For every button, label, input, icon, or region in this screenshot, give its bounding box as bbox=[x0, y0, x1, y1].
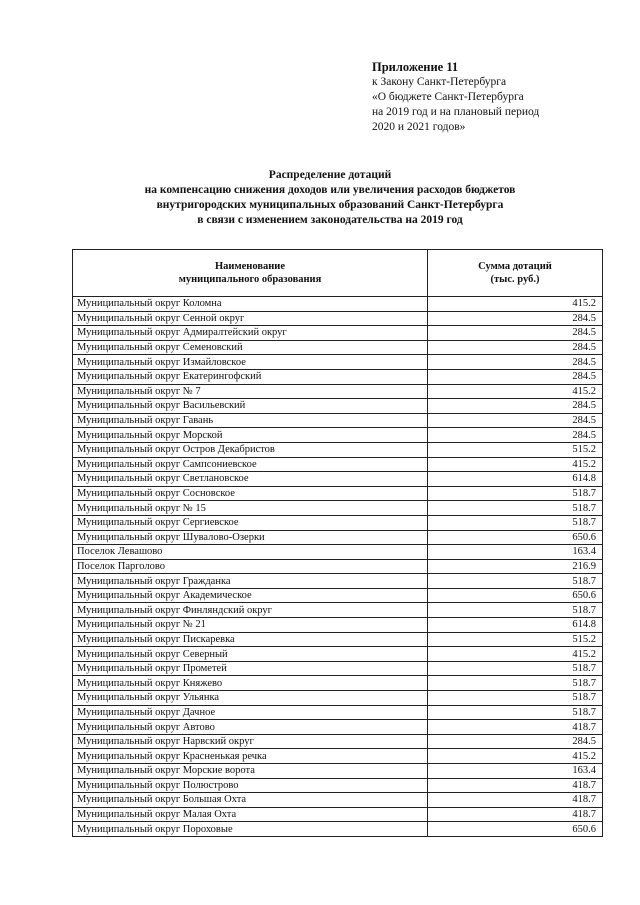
table-row bbox=[73, 457, 603, 472]
municipality-name-cell: Муниципальный округ № 15 bbox=[73, 501, 428, 516]
table-row bbox=[73, 486, 603, 501]
annex-line: на 2019 год и на плановый период bbox=[372, 106, 540, 118]
municipality-name-cell: Муниципальный округ Сергиевское bbox=[73, 515, 428, 530]
header-name-line: муниципального образования bbox=[178, 274, 322, 285]
table-row bbox=[73, 530, 603, 545]
subsidy-amount-cell: 284.5 bbox=[428, 355, 603, 370]
table-row bbox=[73, 326, 603, 341]
table-row bbox=[73, 778, 603, 793]
table-row bbox=[73, 384, 603, 399]
heading-line: Распределение дотаций bbox=[268, 169, 392, 181]
municipality-name-cell: Муниципальный округ Академическое bbox=[73, 588, 428, 603]
subsidy-amount-cell: 518.7 bbox=[428, 705, 603, 720]
municipality-name-cell: Муниципальный округ Измайловское bbox=[73, 355, 428, 370]
subsidy-amount-cell: 518.7 bbox=[428, 574, 603, 589]
municipality-name-cell: Муниципальный округ Пискаревка bbox=[73, 632, 428, 647]
municipality-name-cell: Муниципальный округ Северный bbox=[73, 647, 428, 662]
subsidy-amount-cell: 650.6 bbox=[428, 588, 603, 603]
table-row bbox=[73, 559, 603, 574]
municipality-name-cell: Муниципальный округ Красненькая речка bbox=[73, 749, 428, 764]
heading-line: в связи с изменением законодательства на 2019 год bbox=[197, 214, 463, 226]
table-row bbox=[73, 399, 603, 414]
subsidy-table-wrapper bbox=[72, 249, 602, 837]
subsidy-amount-cell: 518.7 bbox=[428, 501, 603, 516]
table-row bbox=[73, 749, 603, 764]
annex-line: к Закону Санкт-Петербурга bbox=[372, 76, 507, 88]
table-row bbox=[73, 355, 603, 370]
municipality-name-cell: Муниципальный округ Дачное bbox=[73, 705, 428, 720]
column-header-name bbox=[73, 250, 428, 297]
subsidy-amount-cell: 415.2 bbox=[428, 647, 603, 662]
municipality-name-cell: Муниципальный округ Малая Охта bbox=[73, 807, 428, 822]
table-row bbox=[73, 588, 603, 603]
municipality-name-cell: Муниципальный округ Адмиралтейский округ bbox=[73, 326, 428, 341]
table-row bbox=[73, 545, 603, 560]
table-row bbox=[73, 720, 603, 735]
table-row bbox=[73, 369, 603, 384]
annex-block bbox=[372, 60, 622, 135]
table-row bbox=[73, 661, 603, 676]
column-header-amount bbox=[428, 250, 603, 297]
subsidy-amount-cell: 518.7 bbox=[428, 661, 603, 676]
municipality-name-cell: Муниципальный округ Большая Охта bbox=[73, 793, 428, 808]
subsidy-amount-cell: 614.8 bbox=[428, 472, 603, 487]
heading-line: на компенсацию снижения доходов или увеличения расходов бюджетов bbox=[144, 184, 516, 196]
table-row bbox=[73, 691, 603, 706]
municipality-name-cell: Муниципальный округ Гражданка bbox=[73, 574, 428, 589]
municipality-name-cell: Муниципальный округ Пороховые bbox=[73, 822, 428, 837]
subsidy-amount-cell: 163.4 bbox=[428, 764, 603, 779]
subsidy-amount-cell: 415.2 bbox=[428, 749, 603, 764]
municipality-name-cell: Муниципальный округ Сампсониевское bbox=[73, 457, 428, 472]
subsidy-amount-cell: 415.2 bbox=[428, 384, 603, 399]
municipality-name-cell: Муниципальный округ Васильевский bbox=[73, 399, 428, 414]
table-row bbox=[73, 676, 603, 691]
municipality-name-cell: Поселок Левашово bbox=[73, 545, 428, 560]
municipality-name-cell: Муниципальный округ Сенной округ bbox=[73, 311, 428, 326]
table-row bbox=[73, 764, 603, 779]
municipality-name-cell: Муниципальный округ Шувалово-Озерки bbox=[73, 530, 428, 545]
subsidy-amount-cell: 614.8 bbox=[428, 618, 603, 633]
header-amount-line: Сумма дотаций bbox=[478, 261, 552, 272]
annex-title: Приложение 11 bbox=[372, 60, 459, 74]
table-row bbox=[73, 428, 603, 443]
subsidy-amount-cell: 518.7 bbox=[428, 676, 603, 691]
municipality-name-cell: Муниципальный округ Светлановское bbox=[73, 472, 428, 487]
subsidy-amount-cell: 284.5 bbox=[428, 326, 603, 341]
table-row bbox=[73, 442, 603, 457]
table-row bbox=[73, 807, 603, 822]
heading-line: внутригородских муниципальных образований Санкт-Петербурга bbox=[156, 199, 504, 211]
table-row bbox=[73, 705, 603, 720]
table-row bbox=[73, 632, 603, 647]
municipality-name-cell: Поселок Парголово bbox=[73, 559, 428, 574]
subsidy-table bbox=[72, 249, 603, 837]
header-amount-line: (тыс. руб.) bbox=[490, 274, 540, 285]
subsidy-amount-cell: 284.5 bbox=[428, 399, 603, 414]
annex-line: 2020 и 2021 годов» bbox=[372, 121, 466, 133]
table-row bbox=[73, 515, 603, 530]
subsidy-amount-cell: 518.7 bbox=[428, 515, 603, 530]
subsidy-amount-cell: 418.7 bbox=[428, 793, 603, 808]
municipality-name-cell: Муниципальный округ Полюстрово bbox=[73, 778, 428, 793]
subsidy-amount-cell: 650.6 bbox=[428, 822, 603, 837]
table-row bbox=[73, 340, 603, 355]
table-row bbox=[73, 734, 603, 749]
table-row bbox=[73, 822, 603, 837]
table-row bbox=[73, 297, 603, 312]
table-row bbox=[73, 501, 603, 516]
subsidy-amount-cell: 515.2 bbox=[428, 632, 603, 647]
subsidy-amount-cell: 284.5 bbox=[428, 734, 603, 749]
subsidy-amount-cell: 284.5 bbox=[428, 340, 603, 355]
subsidy-amount-cell: 650.6 bbox=[428, 530, 603, 545]
municipality-name-cell: Муниципальный округ Ульянка bbox=[73, 691, 428, 706]
municipality-name-cell: Муниципальный округ Сосновское bbox=[73, 486, 428, 501]
table-row bbox=[73, 413, 603, 428]
subsidy-amount-cell: 284.5 bbox=[428, 369, 603, 384]
subsidy-amount-cell: 284.5 bbox=[428, 413, 603, 428]
header-name-line: Наименование bbox=[215, 261, 285, 272]
table-row bbox=[73, 472, 603, 487]
subsidy-amount-cell: 418.7 bbox=[428, 720, 603, 735]
subsidy-amount-cell: 284.5 bbox=[428, 428, 603, 443]
municipality-name-cell: Муниципальный округ Княжево bbox=[73, 676, 428, 691]
table-row bbox=[73, 618, 603, 633]
municipality-name-cell: Муниципальный округ Автово bbox=[73, 720, 428, 735]
municipality-name-cell: Муниципальный округ Остров Декабристов bbox=[73, 442, 428, 457]
table-row bbox=[73, 647, 603, 662]
document-heading bbox=[60, 168, 600, 228]
municipality-name-cell: Муниципальный округ Финляндский округ bbox=[73, 603, 428, 618]
subsidy-amount-cell: 518.7 bbox=[428, 691, 603, 706]
table-row bbox=[73, 603, 603, 618]
table-row bbox=[73, 311, 603, 326]
subsidy-amount-cell: 415.2 bbox=[428, 457, 603, 472]
table-body bbox=[73, 297, 603, 837]
municipality-name-cell: Муниципальный округ Екатерингофский bbox=[73, 369, 428, 384]
municipality-name-cell: Муниципальный округ Морские ворота bbox=[73, 764, 428, 779]
table-row bbox=[73, 574, 603, 589]
municipality-name-cell: Муниципальный округ Нарвский округ bbox=[73, 734, 428, 749]
municipality-name-cell: Муниципальный округ Прометей bbox=[73, 661, 428, 676]
municipality-name-cell: Муниципальный округ № 7 bbox=[73, 384, 428, 399]
annex-line: «О бюджете Санкт-Петербурга bbox=[372, 91, 524, 103]
subsidy-amount-cell: 216.9 bbox=[428, 559, 603, 574]
table-header-row bbox=[73, 250, 603, 297]
municipality-name-cell: Муниципальный округ Семеновский bbox=[73, 340, 428, 355]
subsidy-amount-cell: 418.7 bbox=[428, 778, 603, 793]
subsidy-amount-cell: 415.2 bbox=[428, 297, 603, 312]
subsidy-amount-cell: 518.7 bbox=[428, 603, 603, 618]
subsidy-amount-cell: 518.7 bbox=[428, 486, 603, 501]
subsidy-amount-cell: 284.5 bbox=[428, 311, 603, 326]
municipality-name-cell: Муниципальный округ Гавань bbox=[73, 413, 428, 428]
municipality-name-cell: Муниципальный округ Морской bbox=[73, 428, 428, 443]
table-row bbox=[73, 793, 603, 808]
municipality-name-cell: Муниципальный округ Коломна bbox=[73, 297, 428, 312]
subsidy-amount-cell: 515.2 bbox=[428, 442, 603, 457]
subsidy-amount-cell: 163.4 bbox=[428, 545, 603, 560]
municipality-name-cell: Муниципальный округ № 21 bbox=[73, 618, 428, 633]
subsidy-amount-cell: 418.7 bbox=[428, 807, 603, 822]
